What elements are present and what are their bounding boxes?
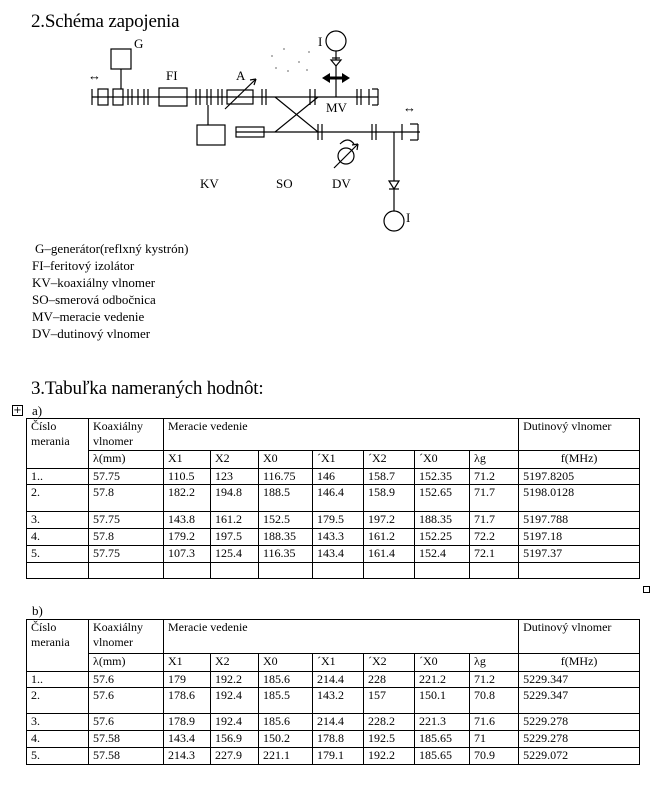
table-cell: 5229.278 bbox=[519, 731, 640, 748]
table-cell: 188.35 bbox=[415, 512, 470, 529]
table-cell: 71.2 bbox=[470, 672, 519, 688]
legend-item: SO–smerová odbočnica bbox=[32, 292, 156, 307]
table-cell: 5. bbox=[27, 748, 89, 765]
diagram-legend bbox=[32, 240, 188, 342]
legend-item: MV–meracie vedenie bbox=[32, 309, 145, 324]
table-cell: 72.1 bbox=[470, 546, 519, 563]
table-cell: 228 bbox=[364, 672, 415, 688]
label-g: G bbox=[134, 36, 144, 51]
table-cell: 185.6 bbox=[259, 672, 313, 688]
table-cell bbox=[259, 563, 313, 579]
table-cell: 70.9 bbox=[470, 748, 519, 765]
table-cell: 71.7 bbox=[470, 485, 519, 512]
table-cell: 5197.37 bbox=[519, 546, 640, 563]
header-meracie: Meracie vedenie bbox=[164, 419, 519, 451]
legend-item: DV–dutinový vlnomer bbox=[32, 326, 151, 341]
table-cell: 185.65 bbox=[415, 731, 470, 748]
table-cell: 185.5 bbox=[259, 688, 313, 714]
table-cell bbox=[89, 563, 164, 579]
table-b bbox=[26, 619, 640, 765]
table-cell: 3. bbox=[27, 512, 89, 529]
table-cell: 179.1 bbox=[313, 748, 364, 765]
table-a-label: a) bbox=[32, 403, 43, 418]
table-cell: 161.2 bbox=[364, 529, 415, 546]
table-cell: 150.1 bbox=[415, 688, 470, 714]
table-cell: 143.2 bbox=[313, 688, 364, 714]
table-cell: 5197.18 bbox=[519, 529, 640, 546]
header-col: X0 bbox=[259, 654, 313, 672]
header-cislo: Číslo merania bbox=[27, 419, 89, 469]
header-col: ´X1 bbox=[313, 654, 364, 672]
table-row bbox=[27, 529, 640, 546]
table-cell: 57.58 bbox=[89, 731, 164, 748]
table-row bbox=[27, 672, 640, 688]
table-row bbox=[27, 469, 640, 485]
label-i-top: I bbox=[318, 34, 323, 49]
table-cell: 152.4 bbox=[415, 546, 470, 563]
table-row bbox=[27, 731, 640, 748]
table-cell bbox=[27, 563, 89, 579]
table-cell: 161.4 bbox=[364, 546, 415, 563]
table-cell: 5197.788 bbox=[519, 512, 640, 529]
table-cell: 57.6 bbox=[89, 714, 164, 731]
arrow-right-icon: ↔ bbox=[403, 100, 416, 115]
table-cell: 178.6 bbox=[164, 688, 211, 714]
table-cell: 214.4 bbox=[313, 714, 364, 731]
table-cell: 2. bbox=[27, 688, 89, 714]
table-cell: 179.5 bbox=[313, 512, 364, 529]
table-cell bbox=[164, 563, 211, 579]
table-row bbox=[27, 485, 640, 512]
table-cell: 116.75 bbox=[259, 469, 313, 485]
table-cell: 71 bbox=[470, 731, 519, 748]
header-col: X1 bbox=[164, 654, 211, 672]
table-cell: 150.2 bbox=[259, 731, 313, 748]
table-row bbox=[27, 714, 640, 731]
table-cell: 152.25 bbox=[415, 529, 470, 546]
header-lambda-mm: λ(mm) bbox=[89, 654, 164, 672]
table-cell: 197.2 bbox=[364, 512, 415, 529]
table-cell: 57.75 bbox=[89, 469, 164, 485]
table-row bbox=[27, 512, 640, 529]
table-cell: 178.8 bbox=[313, 731, 364, 748]
table-cell: 178.9 bbox=[164, 714, 211, 731]
table-cell: 185.65 bbox=[415, 748, 470, 765]
table-cell: 5198.0128 bbox=[519, 485, 640, 512]
table-row bbox=[27, 546, 640, 563]
table-cell: 188.5 bbox=[259, 485, 313, 512]
table-cell: 1.. bbox=[27, 469, 89, 485]
table-cell: 110.5 bbox=[164, 469, 211, 485]
table-cell: 57.75 bbox=[89, 512, 164, 529]
table-cell: 5. bbox=[27, 546, 89, 563]
table-cell: 71.6 bbox=[470, 714, 519, 731]
header-col: X0 bbox=[259, 451, 313, 469]
legend-item: KV–koaxiálny vlnomer bbox=[32, 275, 156, 290]
legend-item: G–generátor(reflxný kystrón) bbox=[35, 241, 189, 256]
table-cell: 192.4 bbox=[211, 688, 259, 714]
table-cell: 57.6 bbox=[89, 672, 164, 688]
table-cell bbox=[470, 563, 519, 579]
table-cell: 214.4 bbox=[313, 672, 364, 688]
label-dv: DV bbox=[332, 176, 351, 191]
table-row bbox=[27, 748, 640, 765]
table-cell bbox=[313, 563, 364, 579]
table-cell: 57.8 bbox=[89, 485, 164, 512]
header-koax: Koaxiálny vlnomer bbox=[89, 419, 164, 451]
table-cell: 214.3 bbox=[164, 748, 211, 765]
table-b-label: b) bbox=[32, 603, 43, 618]
table-cell: 227.9 bbox=[211, 748, 259, 765]
header-col: X2 bbox=[211, 451, 259, 469]
table-cell: 72.2 bbox=[470, 529, 519, 546]
table-cell: 4. bbox=[27, 731, 89, 748]
table-cell: 123 bbox=[211, 469, 259, 485]
table-a bbox=[26, 418, 640, 579]
table-cell: 192.2 bbox=[211, 672, 259, 688]
table-cell: 143.4 bbox=[313, 546, 364, 563]
table-resize-handle[interactable] bbox=[643, 586, 650, 593]
header-fmhz: f(MHz) bbox=[519, 451, 640, 469]
table-cell: 146.4 bbox=[313, 485, 364, 512]
table-cell: 146 bbox=[313, 469, 364, 485]
header-lambda-mm: λ(mm) bbox=[89, 451, 164, 469]
table-cell: 116.35 bbox=[259, 546, 313, 563]
header-meracie: Meracie vedenie bbox=[164, 620, 519, 654]
table-cell: 158.7 bbox=[364, 469, 415, 485]
table-cell bbox=[519, 563, 640, 579]
table-cell: 2. bbox=[27, 485, 89, 512]
table-cell bbox=[364, 563, 415, 579]
table-cell: 182.2 bbox=[164, 485, 211, 512]
label-so: SO bbox=[276, 176, 293, 191]
table-cell: 156.9 bbox=[211, 731, 259, 748]
header-col: ´X2 bbox=[364, 451, 415, 469]
table-cell: 71.7 bbox=[470, 512, 519, 529]
label-a: A bbox=[236, 68, 246, 83]
section-3-title: 3.Tabuľka nameraných hodnôt: bbox=[31, 378, 264, 399]
table-cell: 194.8 bbox=[211, 485, 259, 512]
table-row bbox=[27, 688, 640, 714]
table-cell: 161.2 bbox=[211, 512, 259, 529]
table-cell: 1.. bbox=[27, 672, 89, 688]
table-cell: 158.9 bbox=[364, 485, 415, 512]
header-col: λg bbox=[470, 451, 519, 469]
table-cell: 5197.8205 bbox=[519, 469, 640, 485]
header-cislo: Číslo merania bbox=[27, 620, 89, 672]
table-cell: 125.4 bbox=[211, 546, 259, 563]
table-cell: 143.3 bbox=[313, 529, 364, 546]
table-row bbox=[27, 563, 640, 579]
table-cell: 228.2 bbox=[364, 714, 415, 731]
table-cell: 143.4 bbox=[164, 731, 211, 748]
label-kv: KV bbox=[200, 176, 219, 191]
table-cell: 185.6 bbox=[259, 714, 313, 731]
table-cell: 5229.347 bbox=[519, 672, 640, 688]
table-cell: 188.35 bbox=[259, 529, 313, 546]
label-mv: MV bbox=[326, 100, 347, 115]
table-cell: 221.3 bbox=[415, 714, 470, 731]
header-col: X2 bbox=[211, 654, 259, 672]
table-cell bbox=[211, 563, 259, 579]
arrow-left-icon: ↔ bbox=[88, 68, 101, 83]
table-cell: 192.4 bbox=[211, 714, 259, 731]
label-i-bottom: I bbox=[406, 210, 411, 225]
table-cell: 179 bbox=[164, 672, 211, 688]
table-cell: 4. bbox=[27, 529, 89, 546]
table-cell: 3. bbox=[27, 714, 89, 731]
section-2-title: 2.Schéma zapojenia bbox=[31, 11, 180, 32]
table-cell: 192.2 bbox=[364, 748, 415, 765]
table-cell: 70.8 bbox=[470, 688, 519, 714]
header-koax: Koaxiálny vlnomer bbox=[89, 620, 164, 654]
table-cell: 197.5 bbox=[211, 529, 259, 546]
table-cell: 221.2 bbox=[415, 672, 470, 688]
table-cell: 143.8 bbox=[164, 512, 211, 529]
header-dutinovy: Dutinový vlnomer bbox=[519, 620, 640, 654]
header-col: X1 bbox=[164, 451, 211, 469]
header-col: ´X0 bbox=[415, 451, 470, 469]
table-cell: 57.75 bbox=[89, 546, 164, 563]
table-cell: 71.2 bbox=[470, 469, 519, 485]
table-cell: 179.2 bbox=[164, 529, 211, 546]
legend-item: FI–feritový izolátor bbox=[32, 258, 135, 273]
header-col: ´X1 bbox=[313, 451, 364, 469]
table-cell: 57.58 bbox=[89, 748, 164, 765]
table-cell: 57.6 bbox=[89, 688, 164, 714]
header-dutinovy: Dutinový vlnomer bbox=[519, 419, 640, 451]
table-move-handle-icon[interactable]: + bbox=[13, 405, 22, 416]
table-cell: 5229.072 bbox=[519, 748, 640, 765]
table-cell: 107.3 bbox=[164, 546, 211, 563]
table-cell: 152.35 bbox=[415, 469, 470, 485]
table-cell: 152.5 bbox=[259, 512, 313, 529]
table-cell: 57.8 bbox=[89, 529, 164, 546]
table-cell: 221.1 bbox=[259, 748, 313, 765]
label-fi: FI bbox=[166, 68, 178, 83]
table-cell: 5229.278 bbox=[519, 714, 640, 731]
header-col: ´X2 bbox=[364, 654, 415, 672]
table-cell bbox=[415, 563, 470, 579]
header-col: ´X0 bbox=[415, 654, 470, 672]
circuit-diagram bbox=[0, 0, 661, 240]
header-col: λg bbox=[470, 654, 519, 672]
table-cell: 152.65 bbox=[415, 485, 470, 512]
table-cell: 192.5 bbox=[364, 731, 415, 748]
table-cell: 157 bbox=[364, 688, 415, 714]
header-fmhz: f(MHz) bbox=[519, 654, 640, 672]
table-cell: 5229.347 bbox=[519, 688, 640, 714]
